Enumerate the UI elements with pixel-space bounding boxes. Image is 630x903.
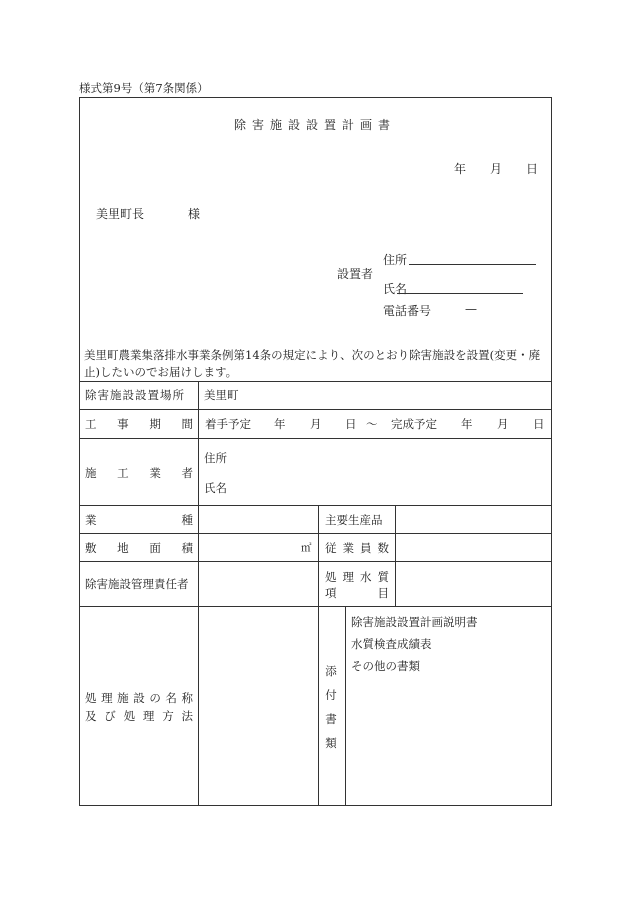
attachment-label-char: 書 [325, 712, 337, 726]
applicant-label: 設置者 [337, 267, 374, 281]
period-end-year: 年 [461, 417, 473, 431]
location-value[interactable]: 美里町 [204, 388, 239, 402]
applicant-name-label: 氏名 [383, 282, 408, 296]
facility-label-char: 法 [181, 709, 193, 723]
attachment-item: その他の書類 [351, 659, 420, 673]
employees-label [325, 540, 389, 556]
facility-label-char: 理 [142, 709, 155, 723]
row-divider [79, 409, 552, 410]
contractor-name-label: 氏名 [204, 481, 227, 495]
column-divider [198, 381, 199, 806]
period-label-char: 事 [117, 417, 129, 431]
water-quality-item-char: 目 [377, 586, 389, 600]
facility-label-char: 理 [101, 691, 113, 705]
employees-label-char: 従 [325, 541, 337, 555]
column-divider [345, 606, 346, 806]
column-divider [395, 505, 396, 606]
document-title: 除害施設設置計画書 [233, 118, 396, 132]
facility-label-char: 処 [123, 709, 136, 723]
facility-label-char: 施 [117, 691, 129, 705]
row-divider [79, 505, 552, 506]
period-label-char: 間 [181, 417, 193, 431]
facility-label-char: び [104, 709, 116, 723]
period-label [85, 416, 193, 432]
industry-label [85, 512, 193, 528]
applicant-name-field[interactable] [397, 293, 523, 294]
row-divider [79, 533, 552, 534]
facility-label-char: の [149, 691, 161, 705]
site-area-label [85, 540, 193, 556]
facility-label-char: 方 [162, 709, 174, 723]
site-area-label-char: 地 [117, 541, 129, 555]
contractor-label-char: 者 [181, 466, 193, 480]
period-label-char: 期 [149, 417, 161, 431]
location-label: 除害施設設置場所 [85, 388, 185, 402]
attachment-item: 除害施設設置計画説明書 [351, 615, 478, 629]
column-divider [318, 505, 319, 806]
addressee: 美里町長 [96, 207, 145, 221]
attachment-label-char: 添 [325, 664, 337, 678]
water-quality-label [325, 569, 389, 585]
facility-label-char: 及 [85, 709, 97, 723]
facility-label-line2 [85, 708, 193, 724]
facility-label-char: 名 [165, 691, 177, 705]
employees-label-char: 業 [342, 541, 354, 555]
applicant-address-label: 住所 [383, 253, 408, 267]
contractor-label-char: 施 [85, 466, 97, 480]
applicant-address-field[interactable] [409, 264, 536, 265]
contractor-label-char: 工 [117, 466, 129, 480]
period-start-label: 着手予定 [205, 417, 251, 431]
contractor-label-char: 業 [149, 466, 161, 480]
industry-label-char: 種 [181, 513, 193, 527]
manager-label: 除害施設管理責任者 [85, 577, 189, 591]
period-start-year: 年 [274, 417, 286, 431]
period-tilde: ～ [366, 417, 378, 431]
period-end-month: 月 [497, 417, 509, 431]
site-area-label-char: 面 [149, 541, 161, 555]
site-area-label-char: 敷 [85, 541, 97, 555]
intro-text: 美里町農業集落排水事業条例第14条の規定により、次のとおり除害施設を設置(変更・廃止)したいのでお届けします。 [84, 348, 541, 379]
site-area-label-char: 積 [181, 541, 193, 555]
employees-label-char: 員 [360, 541, 372, 555]
date-day-label: 日 [526, 162, 539, 176]
period-start-day: 日 [345, 417, 357, 431]
row-divider [79, 381, 552, 382]
applicant-phone-separator: — [465, 302, 477, 316]
honorific: 様 [188, 207, 201, 221]
water-quality-label-char: 処 [325, 570, 337, 584]
facility-label-char: 設 [133, 691, 145, 705]
form-number: 様式第9号（第7条関係） [79, 81, 209, 95]
date-year-label: 年 [454, 162, 467, 176]
main-product-label: 主要生産品 [325, 513, 383, 527]
contractor-address-label: 住所 [204, 451, 227, 465]
site-area-unit: ㎡ [301, 542, 312, 554]
contractor-label [85, 465, 193, 481]
period-start-month: 月 [310, 417, 322, 431]
water-quality-label-char: 質 [377, 570, 389, 584]
facility-label-char: 処 [85, 691, 97, 705]
period-label-char: 工 [85, 417, 97, 431]
period-end-day: 日 [533, 417, 545, 431]
water-quality-item-label [325, 585, 389, 601]
row-divider [79, 561, 552, 562]
attachment-label-char: 類 [325, 736, 337, 750]
facility-label-line1 [85, 690, 193, 706]
water-quality-item-char: 項 [325, 586, 337, 600]
water-quality-label-char: 水 [360, 570, 372, 584]
row-divider [79, 438, 552, 439]
attachment-item: 水質検査成績表 [351, 637, 432, 651]
applicant-phone-label: 電話番号 [383, 304, 432, 318]
attachment-label-char: 付 [325, 688, 337, 702]
period-end-label: 完成予定 [391, 417, 437, 431]
employees-label-char: 数 [377, 541, 389, 555]
row-divider [79, 606, 552, 607]
water-quality-label-char: 理 [342, 570, 354, 584]
industry-label-char: 業 [85, 513, 97, 527]
date-month-label: 月 [490, 162, 503, 176]
facility-label-char: 称 [181, 691, 193, 705]
